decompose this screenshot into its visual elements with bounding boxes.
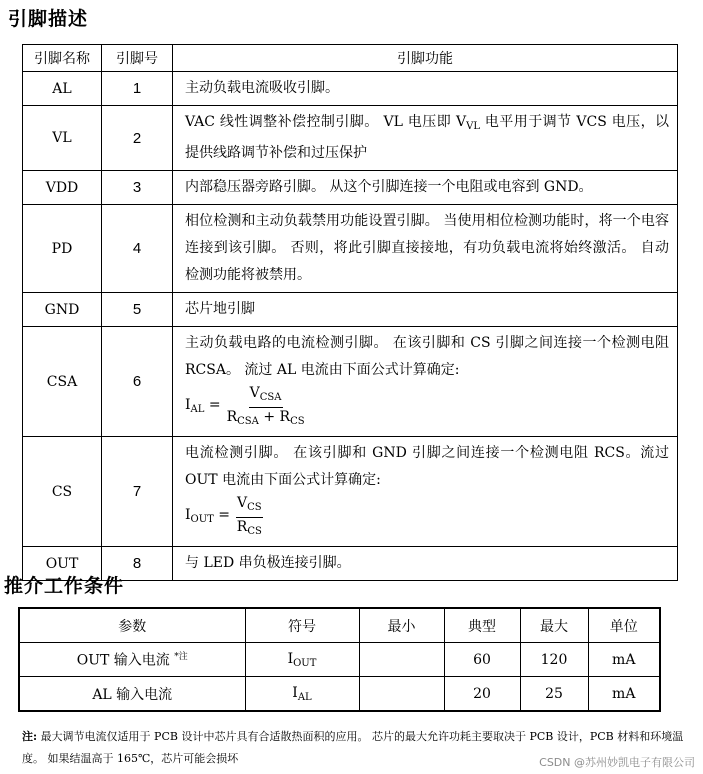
formula-fraction [236, 495, 263, 540]
pin-number: 1 [102, 72, 173, 106]
pin-name: CSA [23, 327, 102, 437]
header-pin-function: 引脚功能 [173, 45, 678, 72]
formula-numerator [236, 495, 263, 518]
subscript: CSA [237, 416, 259, 427]
header-max: 最大 [520, 608, 588, 643]
formula-symbol: R [226, 409, 238, 425]
param-name: AL 输入电流 [92, 686, 173, 703]
section-title-pin-description: 引脚描述 [8, 8, 89, 30]
pin-function: 与 LED 串负极连接引脚。 [173, 547, 678, 581]
formula-denominator [227, 408, 305, 430]
max-cell: 25 [520, 677, 588, 712]
header-parameter: 参数 [19, 608, 245, 643]
min-cell [359, 677, 444, 712]
pin-name: AL [23, 72, 102, 106]
pin-number: 4 [102, 205, 173, 293]
pin-function: 主动负载电流吸收引脚。 [173, 72, 678, 106]
pin-name: VL [23, 106, 102, 171]
param-name: OUT 输入电流 [76, 652, 170, 669]
formula-symbol: V [237, 495, 248, 511]
formula-equals: = [218, 507, 231, 523]
typ-cell: 60 [444, 643, 520, 677]
pin-function-text: 电流检测引脚。 在该引脚和 GND 引脚之间连接一个检测电阻 RCS。流过 OUT 电流由下面公式计算确定: [185, 445, 669, 488]
formula-symbol: R [236, 519, 248, 535]
header-pin-name: 引脚名称 [23, 45, 102, 72]
table-header-row [23, 45, 678, 72]
table-row [23, 106, 678, 171]
subscript: CSA [259, 392, 282, 403]
operating-conditions-table [18, 607, 661, 712]
table-row [23, 437, 678, 547]
header-symbol: 符号 [245, 608, 359, 643]
subscript: OUT [293, 657, 317, 669]
unit-cell: mA [588, 677, 660, 712]
table-row [19, 677, 660, 712]
header-min: 最小 [359, 608, 444, 643]
formula-symbol: V [249, 385, 260, 401]
pin-function: 相位检测和主动负载禁用功能设置引脚。 当使用相位检测功能时，将一个电容连接到该引脚。 否则，将此引脚直接接地，有功负载电流将始终激活。 自动检测功能将被禁用。 [173, 205, 678, 293]
formula-fraction [227, 385, 305, 430]
pin-number: 2 [102, 106, 173, 171]
pin-description-table [22, 44, 678, 581]
footnote-marker: *注 [174, 652, 188, 663]
pin-number: 3 [102, 171, 173, 205]
min-cell [359, 643, 444, 677]
subscript: CS [247, 526, 262, 537]
pin-name: VDD [23, 171, 102, 205]
pin-function [173, 106, 678, 171]
pin-name: GND [23, 293, 102, 327]
formula-iout [185, 494, 669, 543]
section-title-operating-conditions: 推介工作条件 [4, 575, 125, 597]
unit-cell: mA [588, 643, 660, 677]
param-cell [19, 677, 245, 712]
param-cell [19, 643, 245, 677]
subscript: VL [466, 121, 481, 132]
pin-function: 芯片地引脚 [173, 293, 678, 327]
pin-name: CS [23, 437, 102, 547]
table-row [23, 293, 678, 327]
pin-number: 7 [102, 437, 173, 547]
formula-symbol: I [185, 507, 191, 523]
pin-function [173, 437, 678, 547]
formula-denominator [237, 518, 262, 540]
symbol-cell [245, 643, 359, 677]
formula-lhs [185, 507, 230, 528]
max-cell: 120 [520, 643, 588, 677]
table-row [19, 643, 660, 677]
table-row [23, 327, 678, 437]
header-pin-number: 引脚号 [102, 45, 173, 72]
subscript: CS [247, 502, 262, 513]
symbol: I [287, 650, 294, 667]
pin-function-text: 电平用于调节 VCS 电压，以提供线路调节补偿和过压保护 [185, 114, 669, 161]
subscript: AL [297, 691, 312, 703]
footnote-text: 最大调节电流仅适用于 PCB 设计中芯片具有合适散热面积的应用。 芯片的最大允许功耗主要取决于 PCB 设计，PCB 材料和环境温度。 如果结温高于 165℃，芯片可能会损坏 [22, 730, 684, 765]
formula-symbol: R [279, 409, 291, 425]
symbol-cell [245, 677, 359, 712]
pin-number: 8 [102, 547, 173, 581]
table-row [23, 205, 678, 293]
pin-function-text: VAC 线性调整补偿控制引脚。 VL 电压即 V [185, 114, 467, 130]
pin-name: PD [23, 205, 102, 293]
header-typ: 典型 [444, 608, 520, 643]
table-row [23, 171, 678, 205]
footnote-label: 注: [22, 730, 38, 743]
pin-function: 内部稳压器旁路引脚。 从这个引脚连接一个电阻或电容到 GND。 [173, 171, 678, 205]
typ-cell: 20 [444, 677, 520, 712]
pin-function [173, 327, 678, 437]
formula-equals: = [208, 397, 221, 413]
pin-number: 5 [102, 293, 173, 327]
symbol: I [292, 684, 298, 701]
subscript: OUT [190, 514, 214, 525]
pin-function-text: 主动负载电路的电流检测引脚。 在该引脚和 CS 引脚之间连接一个检测电阻 RCSA。 流过 AL 电流由下面公式计算确定: [185, 335, 669, 378]
header-unit: 单位 [588, 608, 660, 643]
formula-numerator [249, 385, 283, 408]
formula-symbol: I [185, 397, 191, 413]
subscript: CS [290, 416, 305, 427]
table-header-row [19, 608, 660, 643]
formula-plus: + [258, 409, 280, 425]
formula-ial [185, 384, 669, 433]
pin-name: OUT [23, 547, 102, 581]
pin-number: 6 [102, 327, 173, 437]
table-row [23, 72, 678, 106]
formula-lhs [185, 397, 221, 418]
watermark: CSDN @苏州妙凯电子有限公司 [539, 756, 695, 769]
subscript: AL [190, 404, 205, 415]
